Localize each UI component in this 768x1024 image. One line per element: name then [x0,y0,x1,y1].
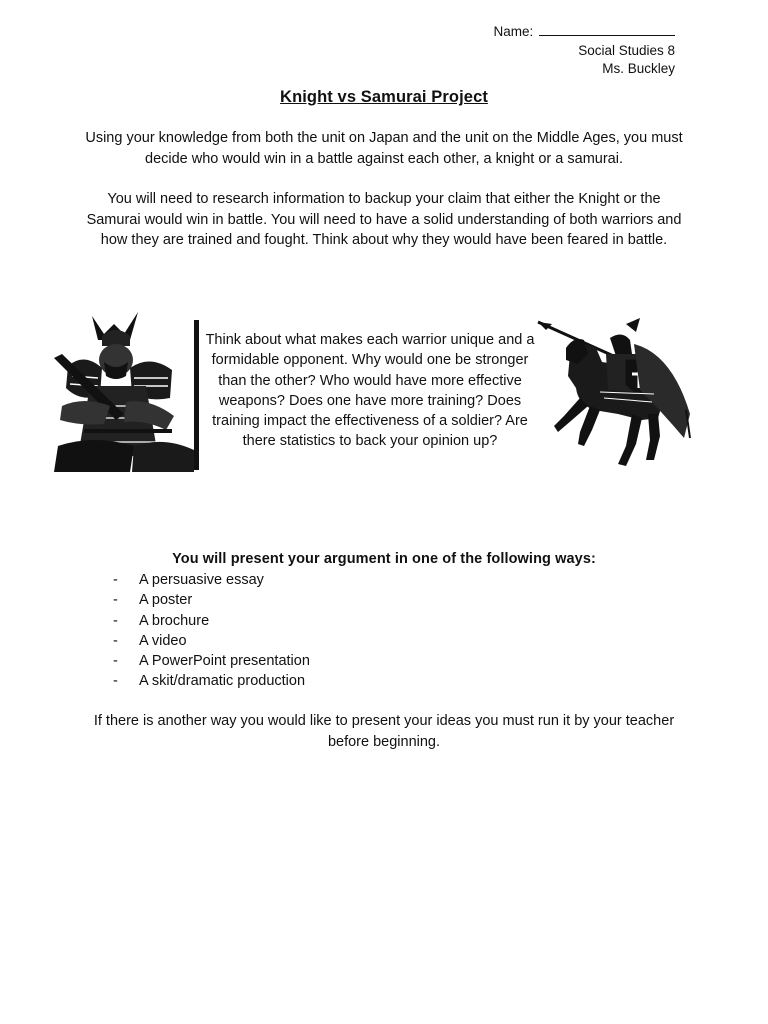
class-name: Social Studies 8 [578,42,675,58]
list-item [113,651,310,671]
list-item [113,570,310,590]
list-dash: - [113,612,118,629]
option-label: A persuasive essay [139,572,264,588]
list-dash: - [113,592,118,609]
option-label: A PowerPoint presentation [139,653,310,670]
list-item [113,671,310,691]
list-item [113,631,310,651]
intro-paragraph: Using your knowledge from both the unit on Japan and the unit on the Middle Ages, you must decide who would win in a battle against each other, a knight or a samurai. [85,130,683,167]
knight-on-horse-illustration-icon [522,314,700,472]
option-label: A poster [139,592,193,609]
closing-paragraph: If there is another way you would like to present your ideas you must run it by your teacher before beginning. [93,713,675,750]
name-blank-line [539,23,675,36]
list-dash: - [113,653,118,670]
option-label: A brochure [139,612,210,629]
list-dash: - [113,632,118,649]
teacher-name: Ms. Buckley [602,61,675,76]
name-label: Name: [493,24,534,39]
presentation-options-heading: You will present your argument in one of the following ways: [172,551,596,567]
presentation-options-list [113,570,310,692]
option-label: A skit/dramatic production [139,673,306,690]
page-title: Knight vs Samurai Project [280,88,488,106]
list-dash: - [113,572,118,588]
list-item [113,611,310,631]
list-item [113,590,310,610]
header-block [493,23,675,79]
reflection-questions: Think about what makes each warrior unique and a formidable opponent. Why would one be stronger than the other? Who would have more effective weapons? Does one have more training? Does training impact the effectiveness of a soldier? Are there statistics to back your opinion up? [205,332,535,450]
name-row [493,23,675,42]
samurai-illustration-icon [54,306,202,472]
option-label: A video [139,632,187,649]
list-dash: - [113,673,118,690]
research-paragraph: You will need to research information to backup your claim that either the Knight or the Samurai would win in battle. You will need to have a solid understanding of both warriors and how they are trained and fought. Think about why they would have been feared in battle. [86,191,682,248]
